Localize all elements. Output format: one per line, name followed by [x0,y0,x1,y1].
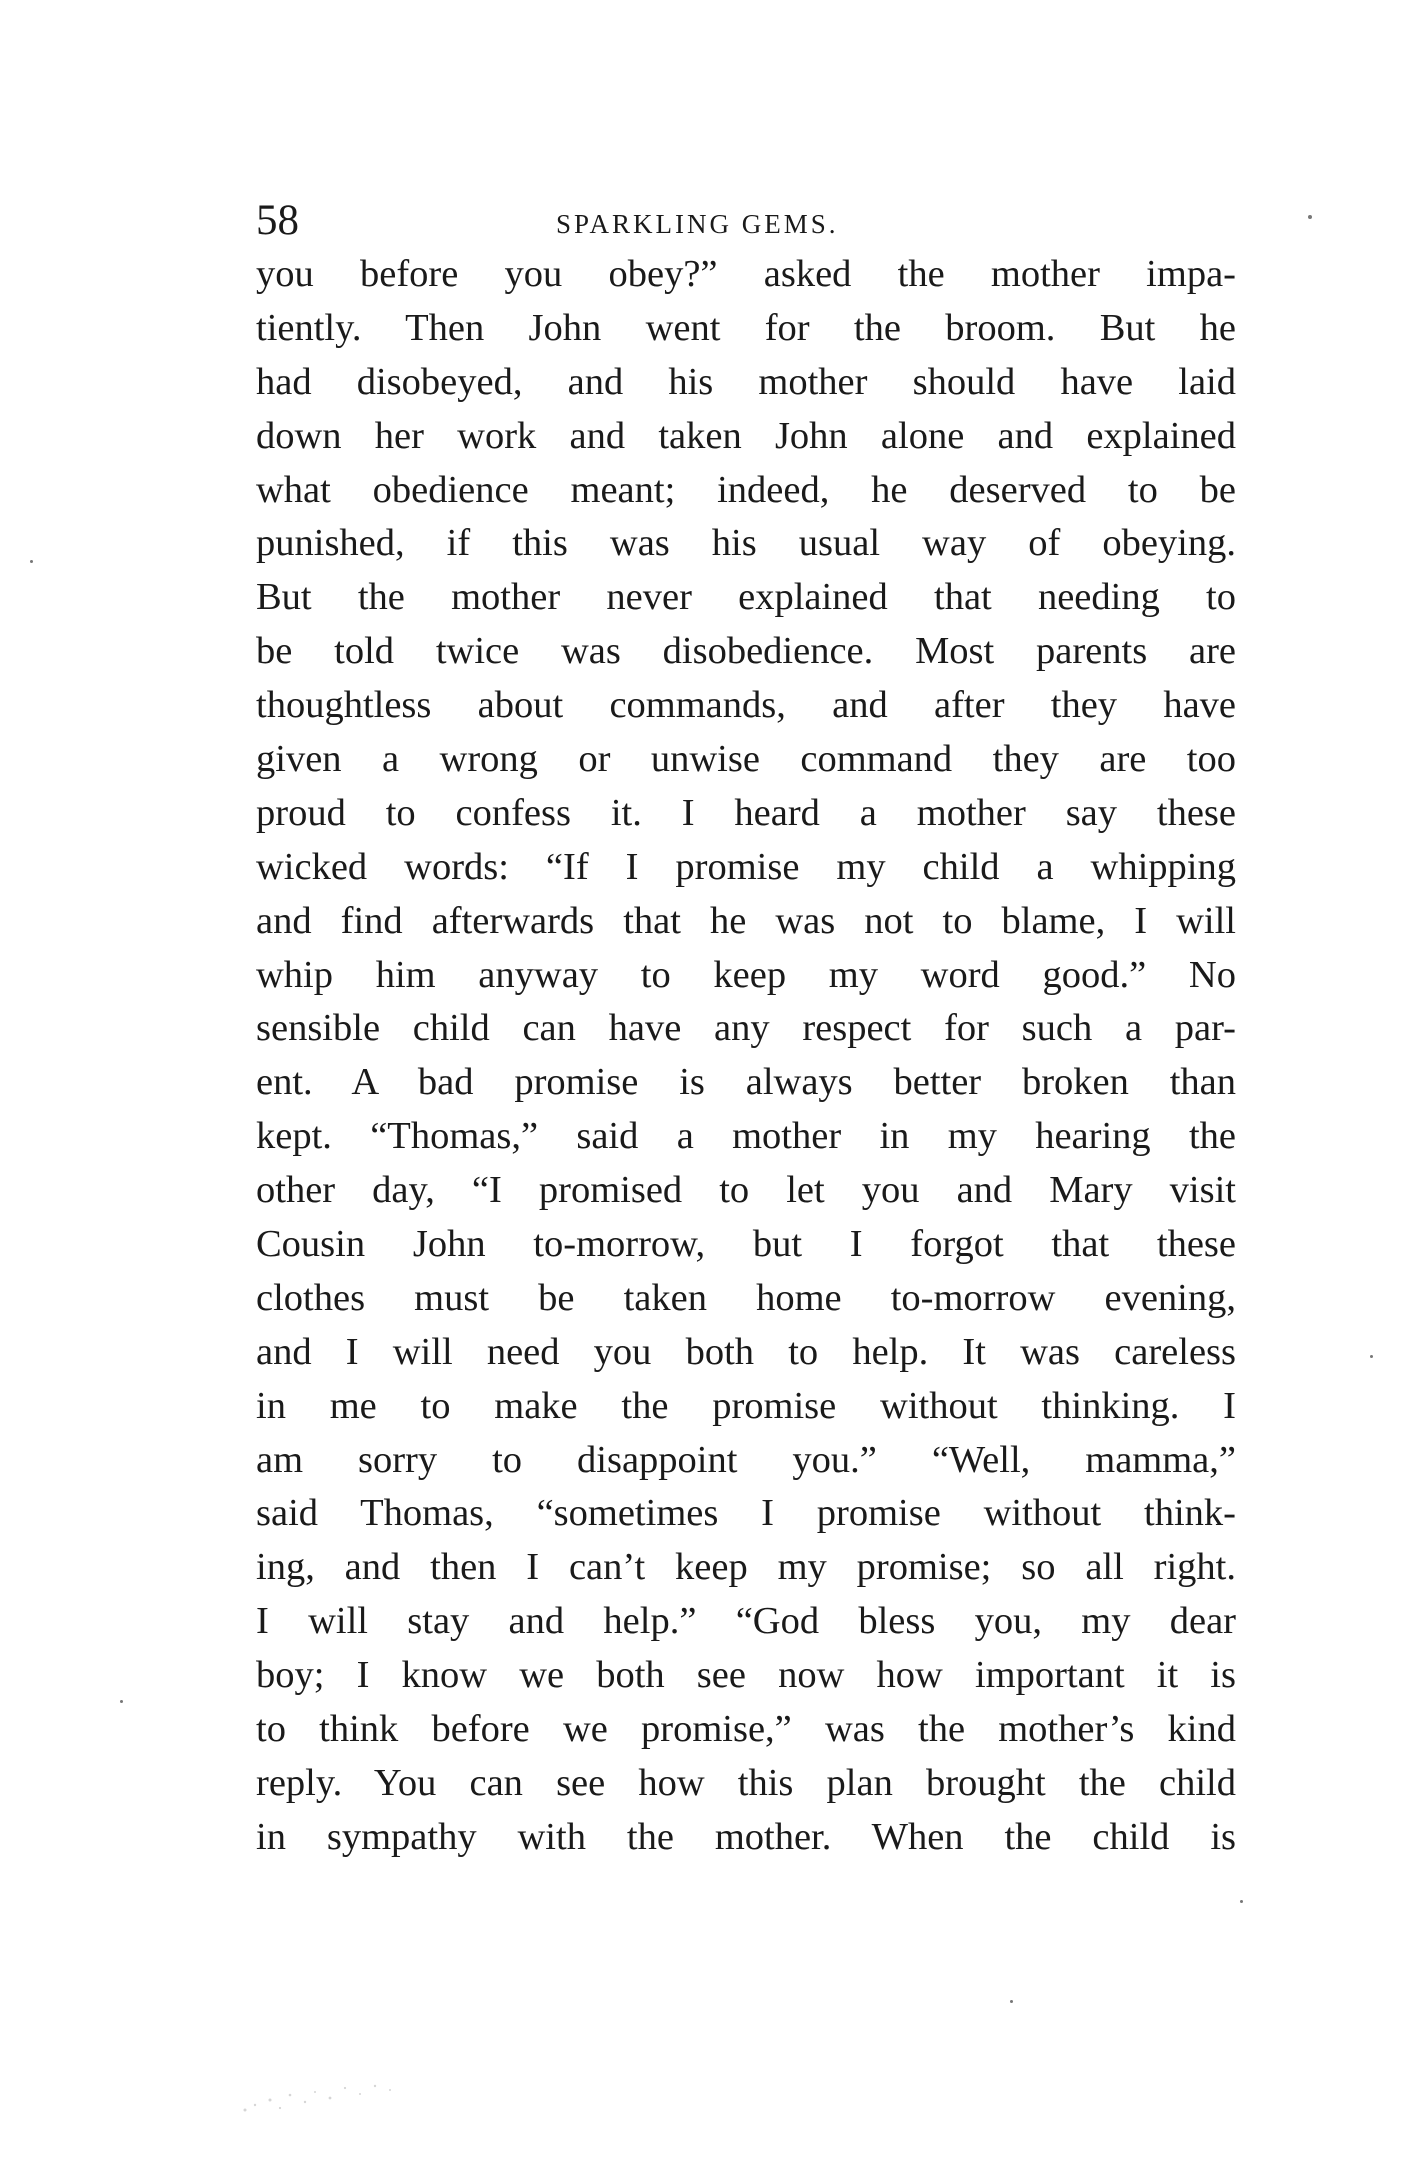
text-line: tiently. Then John went for the broom. But he [256,306,1236,349]
text-line: down her work and taken John alone and explained [256,414,1236,457]
text-line: and I will need you both to help. It was careless [256,1330,1236,1373]
text-line: in sympathy with the mother. When the child is [256,1815,1236,1858]
scan-speck [30,560,33,563]
text-line: proud to confess it. I heard a mother say these [256,791,1236,834]
scan-smudge [235,2080,405,2120]
text-line: reply. You can see how this plan brought the child [256,1761,1236,1804]
text-line: boy; I know we both see now how important it is [256,1654,1236,1697]
scan-speck [120,1700,123,1703]
scan-speck [1010,2000,1013,2003]
text-line: punished, if this was his usual way of obeying. [256,522,1236,565]
text-line: given a wrong or unwise command they are too [256,738,1236,781]
text-line: ing, and then I can’t keep my promise; so all right. [256,1546,1236,1589]
text-line: be told twice was disobedience. Most parents are [256,630,1236,673]
scan-speck [1308,215,1312,219]
text-line: I will stay and help.” “God bless you, my dear [256,1600,1236,1643]
text-line: said Thomas, “sometimes I promise without think- [256,1492,1236,1535]
text-line: whip him anyway to keep my word good.” No [256,953,1236,996]
text-line: clothes must be taken home to-morrow evening, [256,1276,1236,1319]
text-line: you before you obey?” asked the mother impa- [256,253,1236,295]
page-header [256,196,1236,246]
text-line: wicked words: “If I promise my child a whipping [256,845,1236,888]
text-line: kept. “Thomas,” said a mother in my hearing the [256,1115,1236,1158]
running-head: SPARKLING GEMS. [556,209,839,239]
text-line: Cousin John to-morrow, but I forgot that these [256,1223,1236,1266]
text-line: what obedience meant; indeed, he deserved to be [256,468,1236,511]
scan-speck [1240,1900,1243,1903]
text-line: other day, “I promised to let you and Mary visit [256,1169,1236,1212]
text-line: sensible child can have any respect for such a par- [256,1007,1236,1050]
text-line: had disobeyed, and his mother should have laid [256,360,1236,403]
text-line: am sorry to disappoint you.” “Well, mamma,” [256,1438,1236,1481]
text-line: in me to make the promise without thinking. I [256,1384,1236,1427]
page-number: 58 [256,197,299,244]
text-line: But the mother never explained that needing to [256,576,1236,619]
body-text [256,248,1236,1865]
text-line: to think before we promise,” was the mother’s kind [256,1708,1236,1751]
text-line: and find afterwards that he was not to blame, I will [256,899,1236,942]
text-line: thoughtless about commands, and after they have [256,684,1236,727]
scan-speck [1370,1355,1373,1358]
text-line: ent. A bad promise is always better broken than [256,1061,1236,1104]
